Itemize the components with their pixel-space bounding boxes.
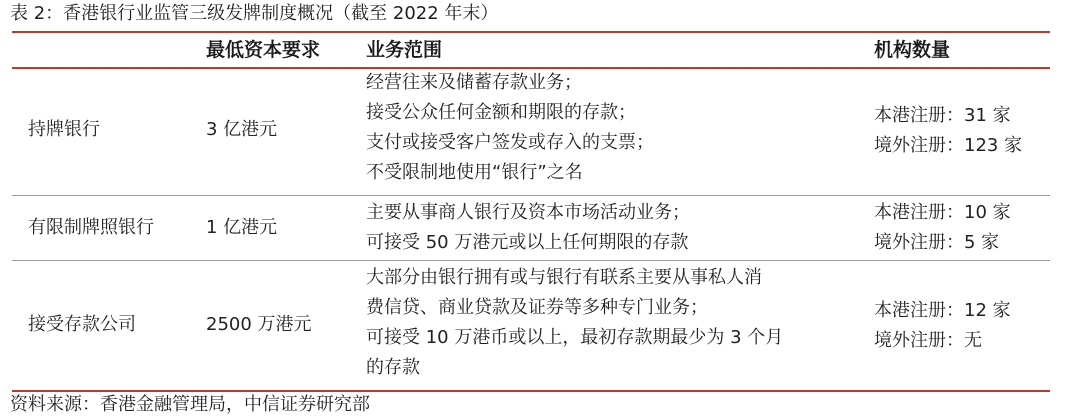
scope-line: 不受限制地使用“银行”之名 bbox=[366, 162, 583, 183]
row-scope bbox=[366, 198, 690, 258]
count-line: 境外注册：5 家 bbox=[874, 232, 1000, 253]
scope-line: 接受公众任何金额和期限的存款； bbox=[366, 102, 636, 123]
scope-line: 大部分由银行拥有或与银行有联系主要从事私人消 bbox=[366, 267, 762, 288]
row-capital: 1 亿港元 bbox=[206, 217, 278, 238]
header-capital: 最低资本要求 bbox=[206, 39, 321, 61]
header-scope: 业务范围 bbox=[366, 39, 443, 61]
row-type: 有限制牌照银行 bbox=[28, 217, 154, 238]
count-line: 本港注册：31 家 bbox=[874, 105, 1011, 126]
row-count bbox=[874, 198, 1011, 258]
source-note: 资料来源：香港金融管理局，中信证券研究部 bbox=[10, 394, 370, 415]
row-divider bbox=[12, 195, 1050, 196]
row-scope bbox=[366, 68, 654, 188]
count-line: 境外注册：无 bbox=[874, 330, 982, 351]
scope-line: 经营往来及储蓄存款业务； bbox=[366, 72, 582, 93]
scope-line: 主要从事商人银行及资本市场活动业务； bbox=[366, 202, 690, 223]
row-capital: 2500 万港元 bbox=[206, 314, 312, 335]
row-count bbox=[874, 296, 1011, 356]
scope-line: 的存款 bbox=[366, 357, 420, 378]
row-type: 接受存款公司 bbox=[28, 314, 136, 335]
count-line: 本港注册：10 家 bbox=[874, 202, 1011, 223]
scope-line: 可接受 10 万港币或以上，最初存款期最少为 3 个月 bbox=[366, 327, 784, 348]
table-caption: 表 2：香港银行业监管三级发牌制度概况（截至 2022 年末） bbox=[10, 3, 499, 24]
row-scope bbox=[366, 263, 783, 383]
scope-line: 可接受 50 万港元或以上任何期限的存款 bbox=[366, 232, 689, 253]
scope-line: 费信贷、商业贷款及证券等多种专门业务； bbox=[366, 297, 708, 318]
scope-line: 支付或接受客户签发或存入的支票； bbox=[366, 132, 654, 153]
row-type: 持牌银行 bbox=[28, 119, 100, 140]
row-divider bbox=[12, 260, 1050, 261]
table-top-rule bbox=[12, 31, 1050, 33]
row-capital: 3 亿港元 bbox=[206, 119, 278, 140]
header-count: 机构数量 bbox=[874, 39, 951, 61]
count-line: 境外注册：123 家 bbox=[874, 135, 1023, 156]
table-bottom-rule bbox=[12, 390, 1050, 392]
row-count bbox=[874, 101, 1022, 161]
count-line: 本港注册：12 家 bbox=[874, 300, 1011, 321]
